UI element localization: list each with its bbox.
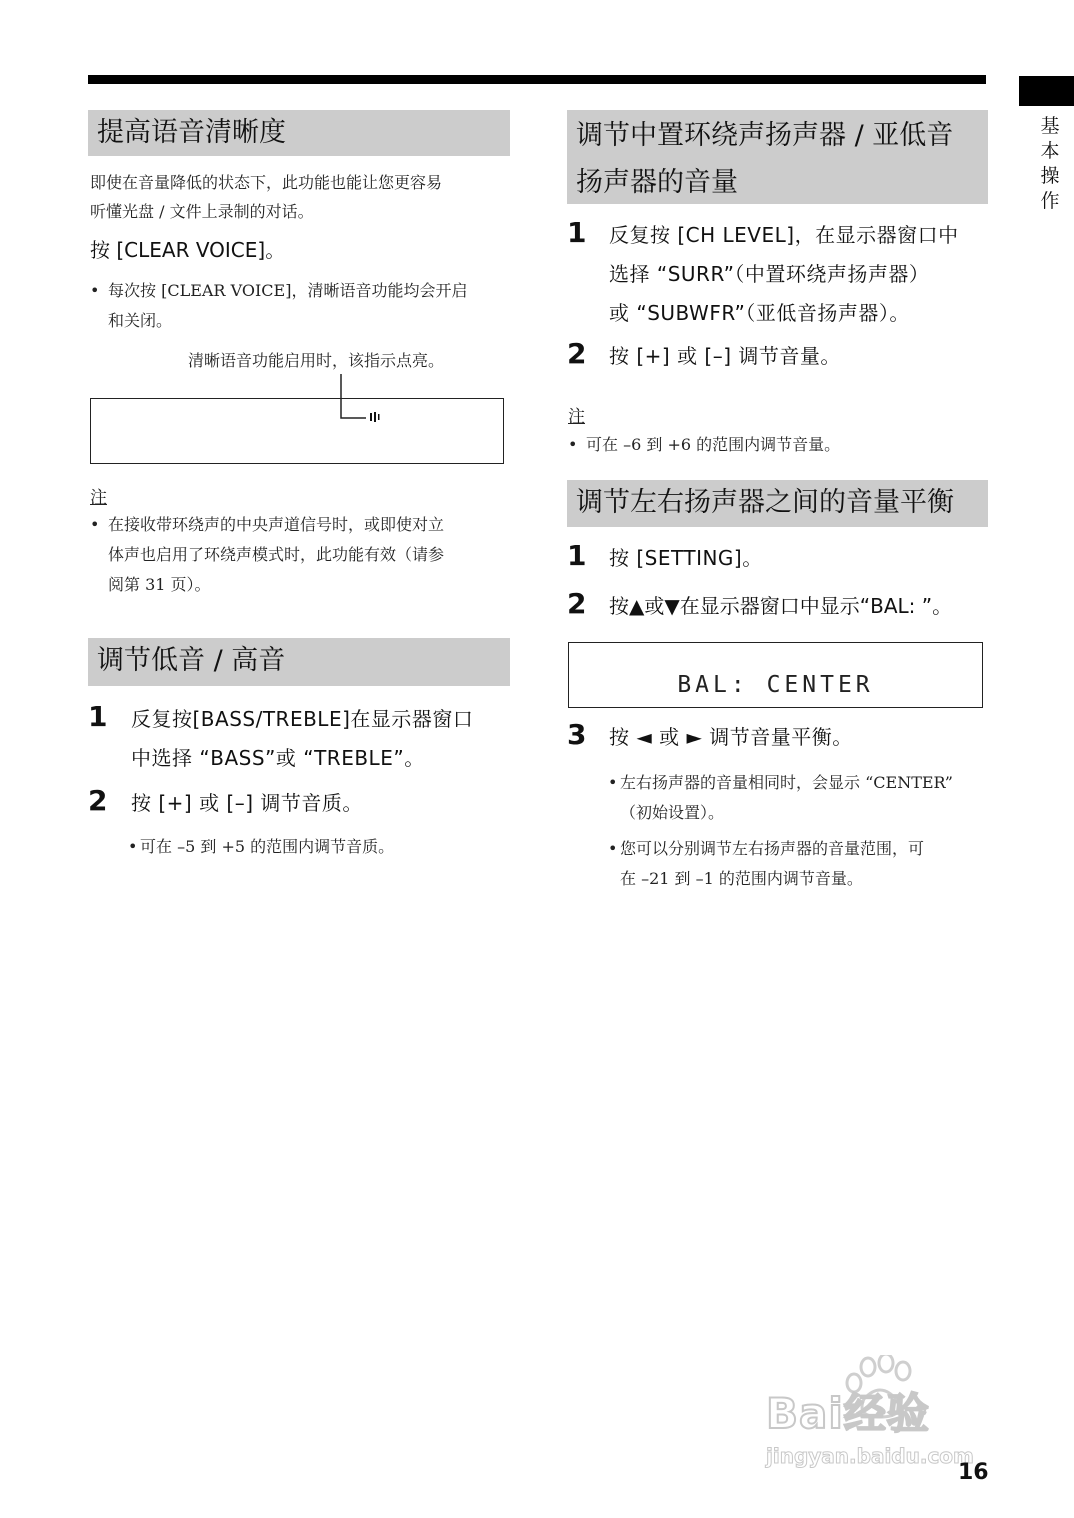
page-number: 16 bbox=[958, 1460, 989, 1485]
step-text: 反复按[BASS/TREBLE]在显示器窗口 中选择 “BASS”或 “TREBLE”。 bbox=[131, 707, 474, 770]
step-number: 2 bbox=[567, 587, 587, 620]
top-rule bbox=[88, 75, 986, 84]
note-label-1: 注 bbox=[90, 488, 107, 508]
front-display-clear-voice bbox=[90, 398, 504, 464]
indicator-callout: 清晰语音功能启用时，该指示点亮。 bbox=[188, 351, 445, 370]
step-number: 2 bbox=[567, 337, 587, 370]
section-title-bass-treble: 调节低音 / 高音 bbox=[88, 638, 510, 686]
bass-treble-range-bullet: • 可在 –5 到 +5 的范围内调节音质。 bbox=[128, 837, 395, 856]
watermark-url: jingyan.baidu.com bbox=[766, 1444, 974, 1468]
step-text: 按 ◄ 或 ► 调节音量平衡。 bbox=[609, 725, 853, 749]
chapter-tab-marker bbox=[1019, 76, 1074, 106]
balance-bullet-1: • 左右扬声器的音量相同时，会显示 “CENTER” （初始设置）。 bbox=[608, 773, 953, 822]
step-text: 按 [SETTING]。 bbox=[609, 546, 763, 570]
step-text: 反复按 [CH LEVEL]，在显示器窗口中 选择 “SURR”（中置环绕声扬声器） 或 “SUBWFR”（亚低音扬声器）。 bbox=[609, 223, 959, 325]
section-title-clear-voice: 提高语音清晰度 bbox=[88, 110, 510, 156]
step-number: 3 bbox=[567, 718, 587, 751]
section-title-ch-level: 调节中置环绕声扬声器 / 亚低音 扬声器的音量 bbox=[567, 110, 988, 204]
step-text: 按 [+] 或 [–] 调节音质。 bbox=[131, 791, 363, 815]
step-number: 2 bbox=[88, 784, 108, 817]
step-number: 1 bbox=[567, 216, 587, 249]
press-clear-voice: 按 [CLEAR VOICE]。 bbox=[90, 238, 286, 262]
section-title-balance: 调节左右扬声器之间的音量平衡 bbox=[567, 480, 988, 527]
chapter-tab-label: 基本操作 bbox=[1040, 115, 1060, 212]
step-text: 按▲或▼在显示器窗口中显示“BAL: ”。 bbox=[609, 594, 953, 618]
display-readout: BAL: CENTER bbox=[677, 672, 874, 698]
clear-voice-indicator-icon bbox=[369, 411, 381, 423]
baidu-watermark bbox=[760, 1355, 1010, 1475]
balance-bullet-2: • 您可以分别调节左右扬声器的音量范围，可 在 –21 到 –1 的范围内调节音量。 bbox=[608, 839, 925, 888]
watermark-brand: Bai经验 bbox=[766, 1389, 930, 1438]
step-text: 按 [+] 或 [–] 调节音量。 bbox=[609, 344, 841, 368]
clear-voice-bullet: • 每次按 [CLEAR VOICE]，清晰语音功能均会开启 和关闭。 bbox=[90, 281, 468, 330]
step-number: 1 bbox=[88, 700, 108, 733]
note-bullet-1: • 在接收带环绕声的中央声道信号时，或即使对立 体声也启用了环绕声模式时，此功能有效（请参 阅第 31 页）。 bbox=[90, 515, 445, 594]
intro-text: 即使在音量降低的状态下，此功能也能让您更容易 听懂光盘 / 文件上录制的对话。 bbox=[90, 173, 443, 221]
step-number: 1 bbox=[567, 539, 587, 572]
note-label-2: 注 bbox=[568, 407, 585, 427]
front-display-balance bbox=[568, 642, 983, 708]
note-bullet-2: • 可在 –6 到 +6 的范围内调节音量。 bbox=[568, 435, 841, 454]
